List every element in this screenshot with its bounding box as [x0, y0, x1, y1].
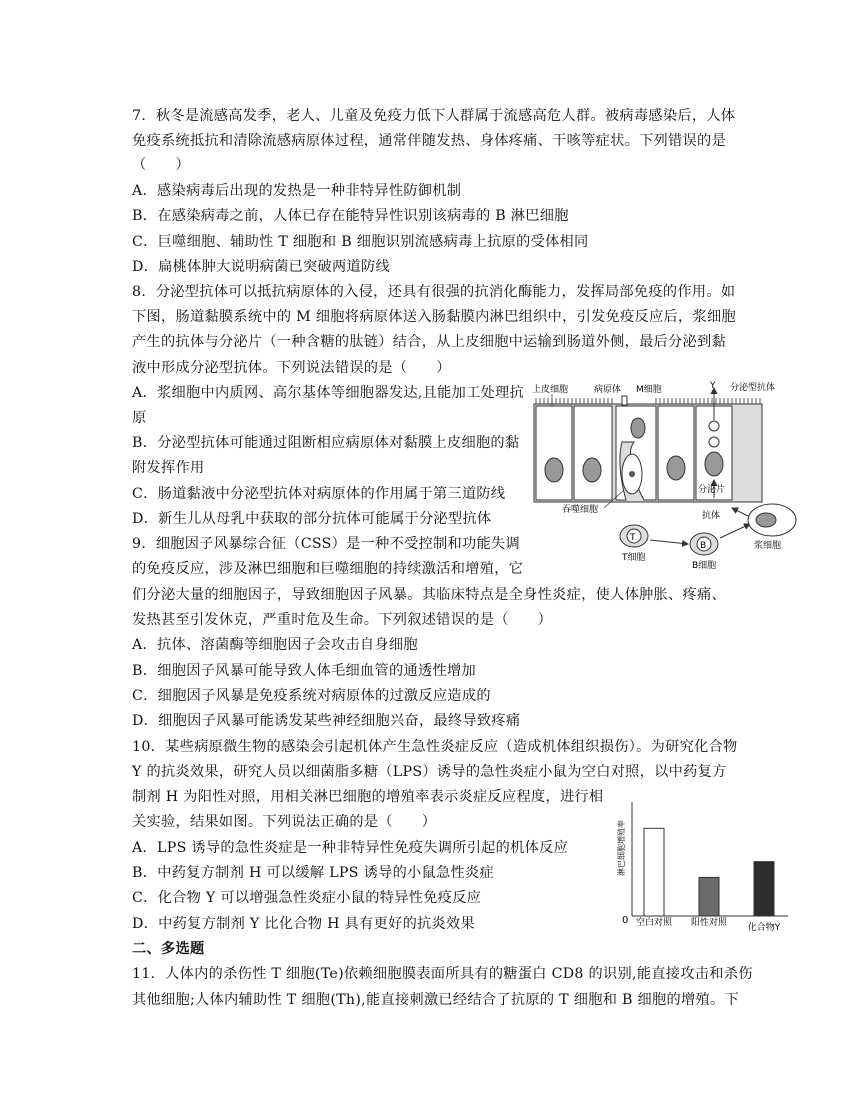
q8-diagram	[526, 378, 808, 574]
q8-stem-3: 产生的抗体与分泌片（一种含糖的肽链）结合，从上皮细胞中运输到肠道外侧，最后分泌到黏	[132, 334, 726, 350]
label-b-cell: B细胞	[692, 561, 717, 571]
chart-ylabel: 淋巴细胞增殖率	[617, 820, 626, 876]
q8-option-b-1: B．分泌型抗体可能通过阻断相应病原体对黏膜上皮细胞的黏	[132, 435, 520, 451]
pathogen-shape	[622, 396, 627, 405]
x-tick-label-1: 空白对照	[635, 918, 673, 928]
q7-option-b: B．在感染病毒之前，人体已存在能特异性识别该病毒的 B 淋巴细胞	[132, 208, 569, 224]
label-phagocyte: 吞噬细胞	[562, 505, 599, 515]
q7-stem-3: （ ）	[132, 157, 190, 173]
q9-stem-1: 9．细胞因子风暴综合征（CSS）是一种不受控制和功能失调	[132, 536, 520, 552]
vesicle-2	[709, 437, 719, 447]
q8-option-d: D．新生儿从母乳中获取的部分抗体可能属于分泌型抗体	[132, 511, 492, 527]
x-tick-label-2: 阳性对照	[690, 918, 728, 928]
label-secretory-antibody: 分泌型抗体	[730, 383, 776, 393]
q9-option-a: A．抗体、溶菌酶等细胞因子会攻击自身细胞	[132, 637, 418, 653]
q10-option-c: C．化合物 Y 可以增强急性炎症小鼠的特异性免疫反应	[132, 890, 482, 906]
nucleus-2	[583, 458, 601, 482]
arrow-plasma-to-antibody	[732, 508, 748, 516]
q9-option-c: C．细胞因子风暴是免疫系统对病原体的过激反应造成的	[132, 688, 491, 704]
x-tick-label-3: 化合物Y	[747, 923, 781, 933]
q7-option-c: C．巨噬细胞、辅助性 T 细胞和 B 细胞识别流感病毒上抗原的受体相同	[132, 234, 589, 250]
q9-stem-2: 的免疫反应，涉及淋巴细胞和巨噬细胞的持续激活和增殖，它	[132, 561, 524, 577]
q10-option-d: D．中药复方制剂 Y 比化合物 H 具有更好的抗炎效果	[132, 916, 476, 932]
label-m-cell: M细胞	[636, 385, 662, 395]
label-epithelial-cell: 上皮细胞	[532, 385, 569, 395]
q7-option-d: D．扁桃体肿大说明病菌已突破两道防线	[132, 259, 390, 275]
label-plasma-cell: 浆细胞	[754, 541, 782, 551]
label-secretory-piece: 分泌片	[698, 485, 726, 495]
microvilli	[536, 398, 760, 404]
q11-stem-1: 11．人体内的杀伤性 T 细胞(Te)依赖细胞膜表面所具有的糖蛋白 CD8 的识别,能直接攻击和杀伤	[132, 966, 753, 982]
epithelial-cell-2	[574, 406, 612, 500]
q10-bar-chart	[612, 796, 792, 936]
q8-option-a-1: A．浆细胞中内质网、高尔基体等细胞器发达,且能加工处理抗	[132, 385, 525, 401]
q10-option-b: B．中药复方制剂 H 可以缓解 LPS 诱导的小鼠急性炎症	[132, 865, 494, 881]
section-heading-multiple-choice: 二、多选题	[132, 941, 205, 957]
q8-option-b-2: 附发挥作用	[132, 460, 205, 476]
bar-2	[699, 877, 719, 916]
q8-option-c: C．肠道黏液中分泌型抗体对病原体的作用属于第三道防线	[132, 486, 506, 502]
epithelial-cell-3	[658, 406, 694, 500]
q10-stem-1: 10．某些病原微生物的感染会引起机体产生急性炎症反应（造成机体组织损伤）。为研究化合物	[132, 739, 738, 755]
bar-3	[754, 862, 774, 916]
vesicle-1	[709, 421, 719, 431]
t-cell-letter: T	[630, 533, 636, 543]
q9-stem-4: 发热甚至引发休克，严重时危及生命。下列叙述错误的是（ ）	[132, 612, 553, 628]
arrow-t-to-b	[650, 540, 688, 544]
q8-stem-4: 液中形成分泌型抗体。下列说法错误的是（ ）	[132, 360, 451, 376]
arrow-b-to-plasma	[720, 524, 750, 538]
q9-stem-3: 们分泌大量的细胞因子，导致细胞因子风暴。其临床特点是全身性炎症，使人体肿胀、疼痛、	[132, 587, 726, 603]
q8-stem-1: 8．分泌型抗体可以抵抗病原体的入侵，还具有很强的抗消化酶能力，发挥局部免疫的作用。如	[132, 284, 736, 300]
q11-stem-2: 其他细胞;人体内辅助性 T 细胞(Th),能直接刺激已经结合了抗原的 T 细胞和 B 细胞的增殖。下	[132, 992, 739, 1008]
q9-option-b: B．细胞因子风暴可能导致人体毛细血管的通透性增加	[132, 663, 476, 679]
label-antibody: 抗体	[702, 511, 721, 521]
q10-option-a: A．LPS 诱导的急性炎症是一种非特异性免疫失调所引起的机体反应	[132, 840, 569, 856]
ab-symbol: Y	[710, 381, 716, 391]
phagocyte-granule	[629, 471, 635, 477]
m-cell-nucleus	[631, 418, 645, 438]
q7-stem-1: 7．秋冬是流感高发季，老人、儿童及免疫力低下人群属于流感高危人群。被病毒感染后，人体	[132, 108, 736, 124]
q8-stem-2: 下图，肠道黏膜系统中的 M 细胞将病原体送入肠黏膜内淋巴组织中，引发免疫反应后，浆细胞	[132, 309, 736, 325]
q7-stem-2: 免疫系统抵抗和清除流感病原体过程，通常伴随发热、身体疼痛、干咳等症状。下列错误的是	[132, 133, 726, 149]
q10-stem-2: Y 的抗炎效果，研究人员以细菌脂多糖（LPS）诱导的急性炎症小鼠为空白对照，以中药复方	[132, 764, 727, 780]
bar-1	[644, 828, 664, 916]
nucleus-4	[705, 452, 723, 476]
q10-stem-3: 制剂 H 为阳性对照，用相关淋巴细胞的增殖率表示炎症反应程度，进行相	[132, 789, 604, 805]
q9-option-d: D．细胞因子风暴可能诱发某些神经细胞兴奋，最终导致疼痛	[132, 713, 521, 729]
label-pathogen: 病原体	[594, 385, 622, 395]
q10-stem-4: 关实验，结果如图。下列说法正确的是（ ）	[132, 814, 437, 830]
epithelial-cell-1	[536, 406, 572, 500]
b-cell-letter: B	[700, 541, 707, 551]
chart-origin-label: 0	[622, 915, 629, 926]
label-t-cell: T细胞	[622, 553, 646, 563]
nucleus-1	[545, 458, 563, 482]
nucleus-3	[667, 456, 685, 480]
q7-option-a: A．感染病毒后出现的发热是一种非特异性防御机制	[132, 183, 462, 199]
plasma-cell-nucleus	[756, 513, 776, 527]
q8-option-a-2: 原	[132, 410, 147, 426]
